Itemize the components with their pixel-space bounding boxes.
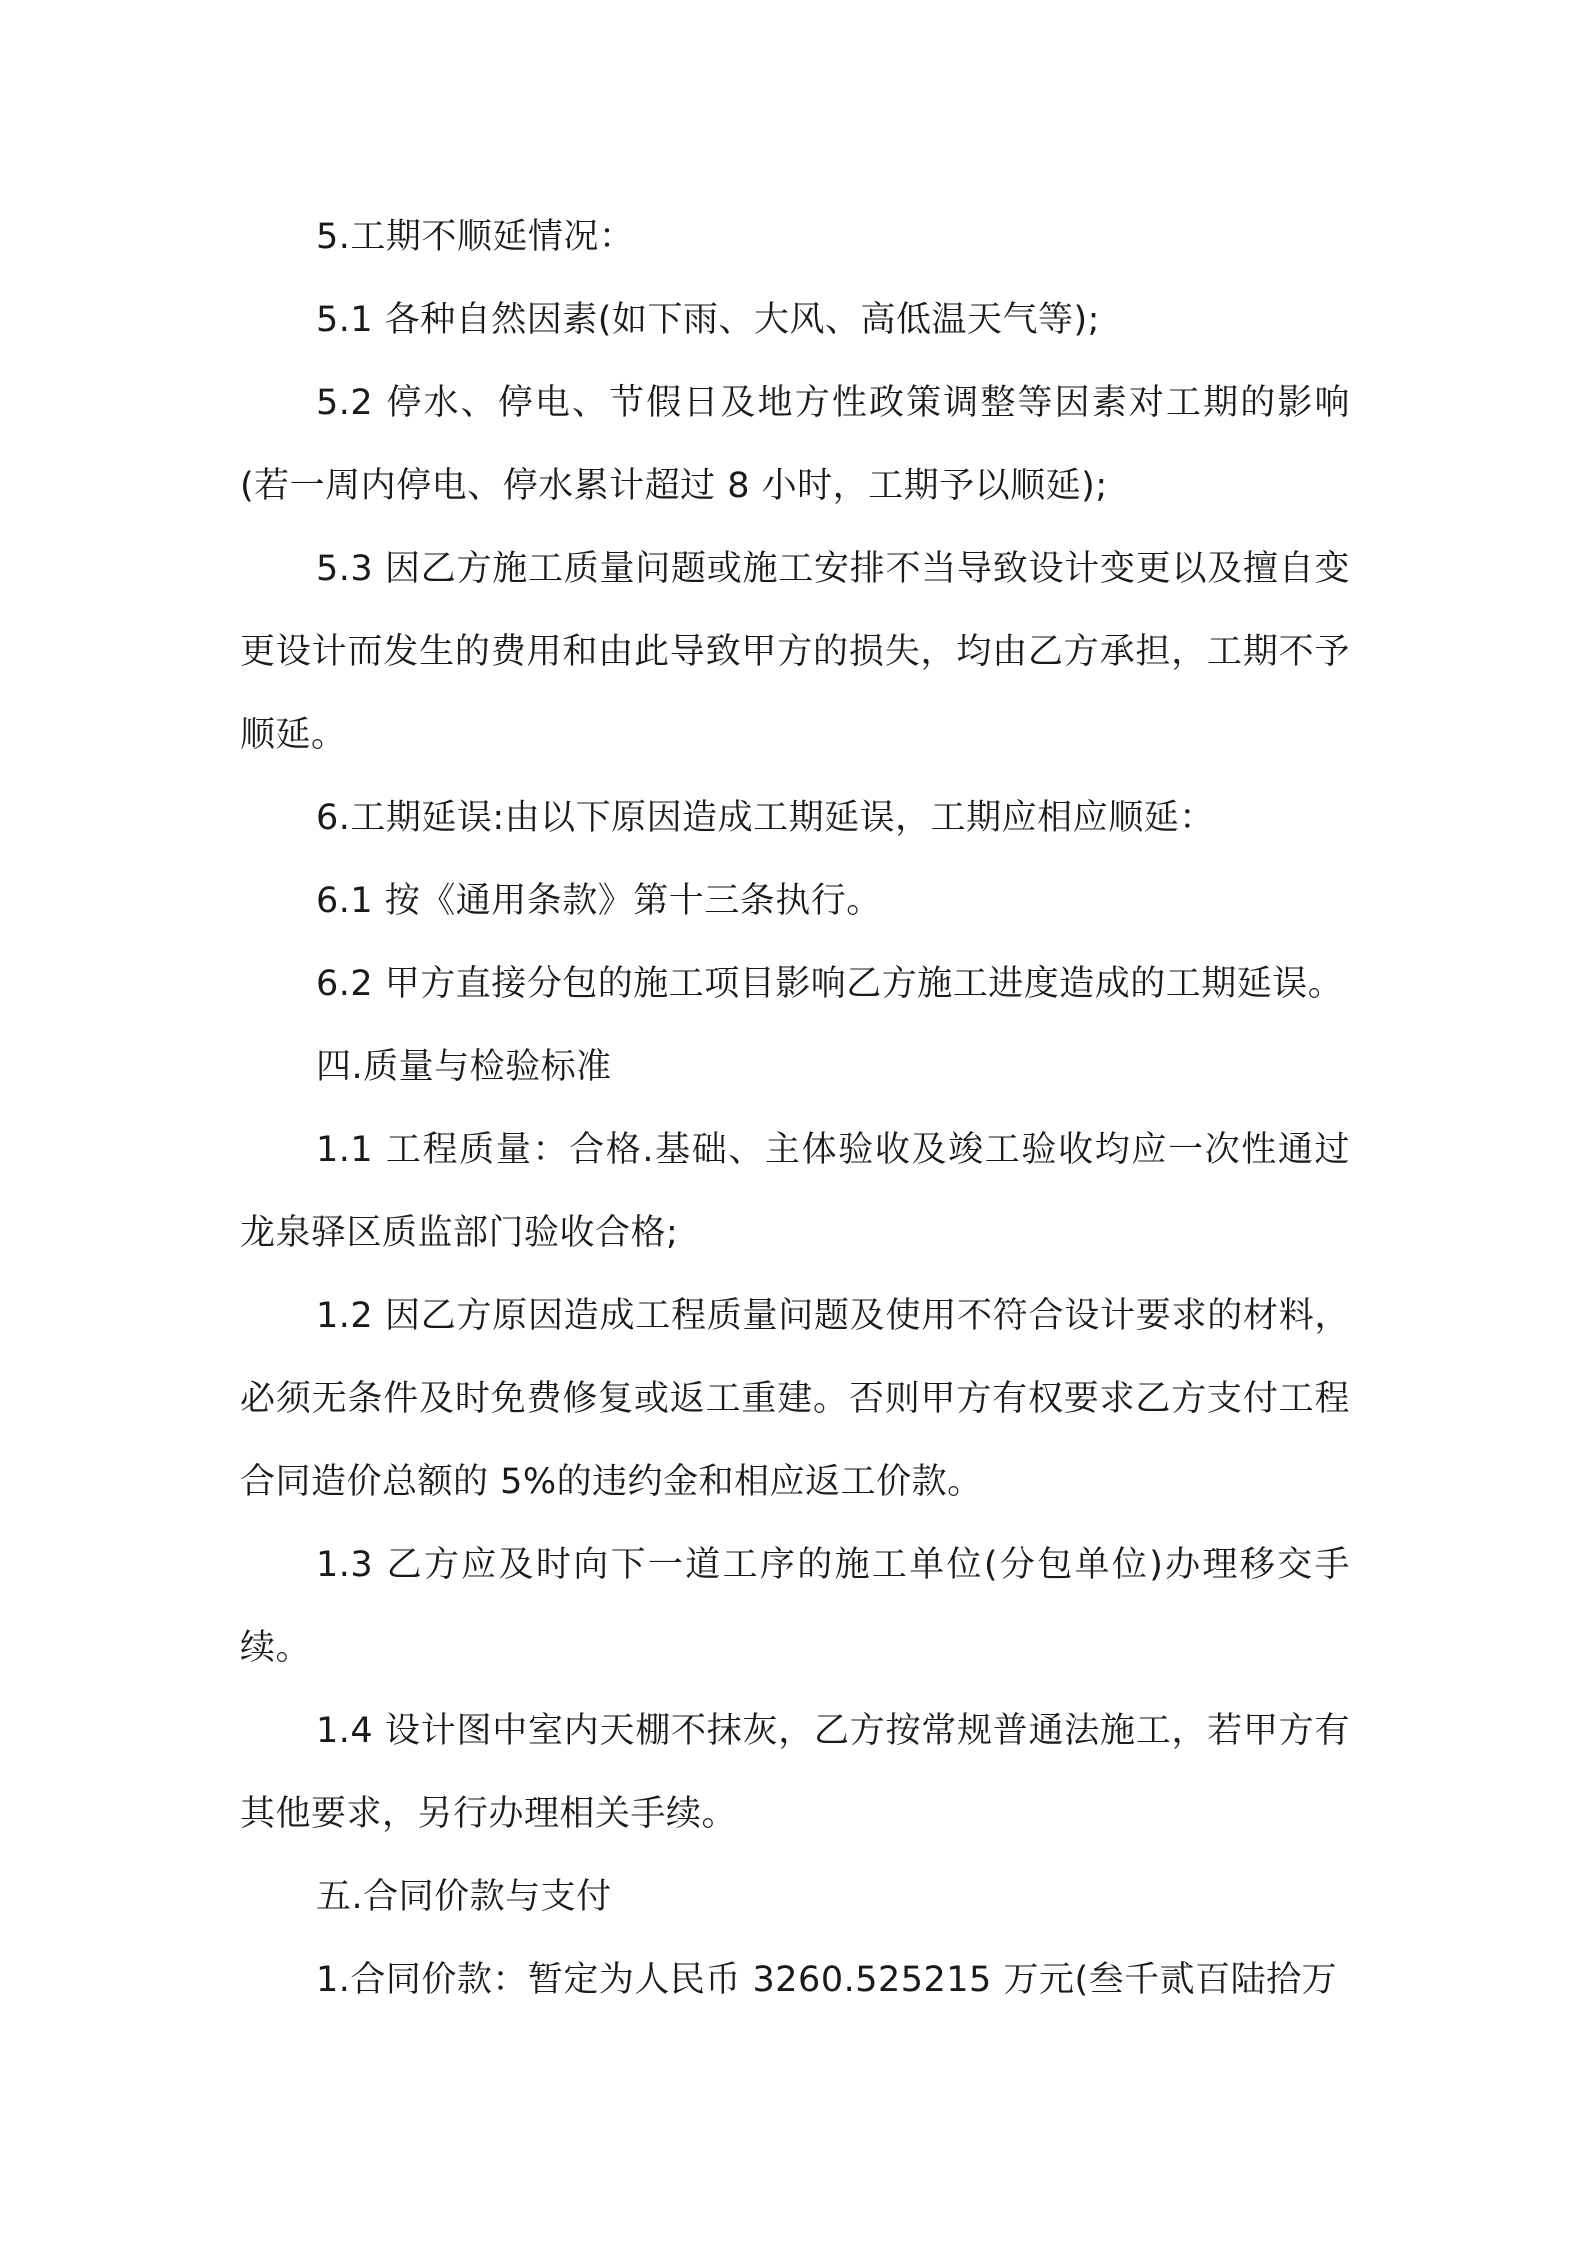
section-heading-quality: 四.质量与检验标准	[316, 1047, 612, 1087]
paragraph-5-2: 5.2 停水、停电、节假日及地方性政策调整等因素对工期的影响(若一周内停电、停水累计超过 8 小时，工期予以顺延);	[240, 383, 1350, 506]
paragraph-quality-1-2: 1.2 因乙方原因造成工程质量问题及使用不符合设计要求的材料，必须无条件及时免费修复或返工重建。否则甲方有权要求乙方支付工程合同造价总额的 5%的违约金和相应返工价款。	[240, 1296, 1350, 1502]
paragraph-6-heading: 6.工期延误:由以下原因造成工期延误，工期应相应顺延：	[316, 798, 1215, 838]
paragraph-6-2: 6.2 甲方直接分包的施工项目影响乙方施工进度造成的工期延误。	[316, 964, 1344, 1004]
paragraph-5-3: 5.3 因乙方施工质量问题或施工安排不当导致设计变更以及擅自变更设计而发生的费用和由此导致甲方的损失，均由乙方承担，工期不予顺延。	[240, 549, 1350, 755]
paragraph-quality-1-3: 1.3 乙方应及时向下一道工序的施工单位(分包单位)办理移交手续。	[240, 1545, 1350, 1668]
paragraph-quality-1-1: 1.1 工程质量：合格.基础、主体验收及竣工验收均应一次性通过龙泉驿区质监部门验收合格;	[240, 1130, 1350, 1253]
paragraph-quality-1-4: 1.4 设计图中室内天棚不抹灰，乙方按常规普通法施工，若甲方有其他要求，另行办理相关手续。	[240, 1711, 1350, 1834]
paragraph-6-1: 6.1 按《通用条款》第十三条执行。	[316, 881, 882, 921]
paragraph-5-heading: 5.工期不顺延情况：	[316, 217, 635, 257]
paragraph-price-1: 1.合同价款：暂定为人民币 3260.525215 万元(叁千贰百陆拾万	[316, 1960, 1338, 2000]
paragraph-5-1: 5.1 各种自然因素(如下雨、大风、高低温天气等);	[316, 300, 1100, 340]
section-heading-price-payment: 五.合同价款与支付	[316, 1877, 612, 1917]
document-body	[240, 196, 1350, 2022]
